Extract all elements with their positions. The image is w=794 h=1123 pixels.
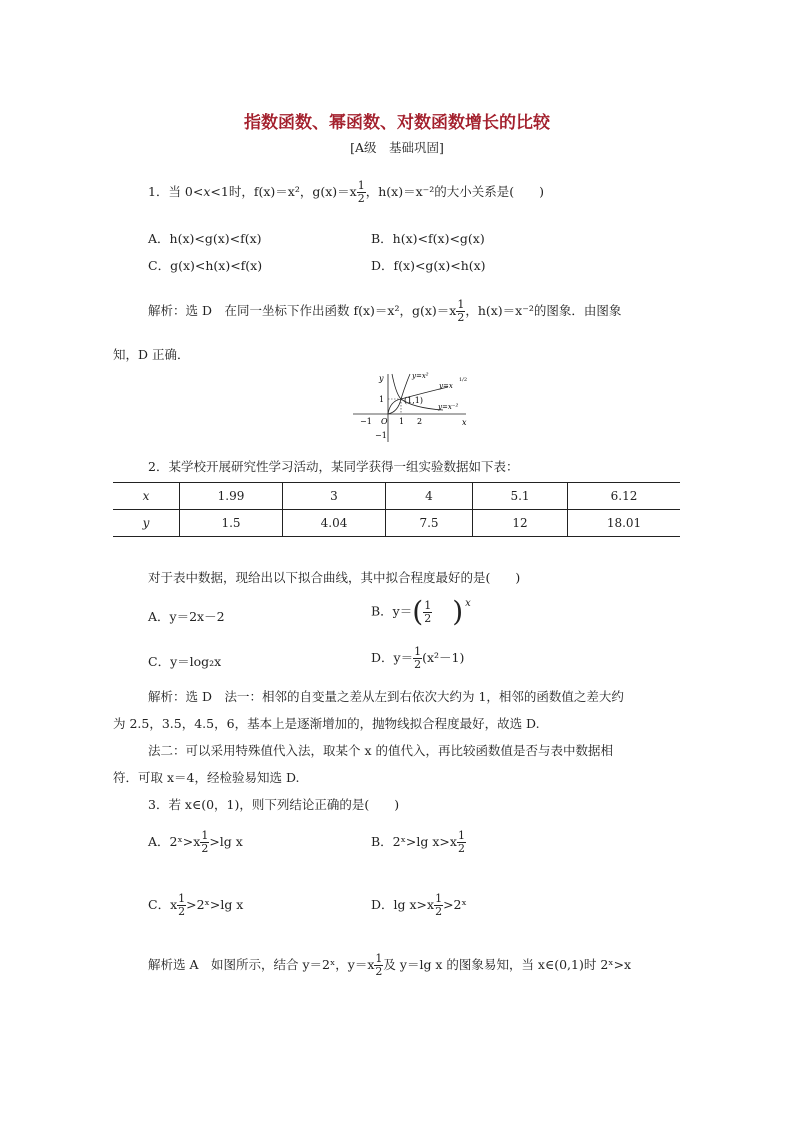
q3-option-c-suffix: >2ˣ>lg x [186, 897, 244, 912]
label-sqrt-x: y=x [439, 382, 453, 390]
page-title: 指数函数、幂函数、对数函数增长的比较 [244, 113, 550, 133]
q2-option-a: A．y＝2x－2 [148, 609, 225, 624]
table-cell: 1.5 [180, 510, 283, 537]
y-tick-neg-one: −1 [375, 431, 387, 440]
q1-option-d: D．f(x)<g(x)<h(x) [371, 258, 486, 273]
q3-option-d-prefix: D．lg x>x [371, 897, 435, 912]
q2-option-d-suffix: (x²－1) [422, 650, 465, 665]
q1-solution-line2: 知，D 正确． [113, 347, 190, 362]
q2-question: 对于表中数据，现给出以下拟合曲线，其中拟合程度最好的是( ) [148, 570, 521, 585]
q3-option-c [148, 893, 243, 918]
q1-solution-a: 解析：选 D 在同一坐标下作出函数 f(x)＝x²，g(x)＝x [148, 303, 457, 318]
q1-option-a: A．h(x)<g(x)<f(x) [148, 231, 262, 246]
q2-option-c: C．y＝log₂x [148, 654, 222, 669]
table-cell: 6.12 [568, 483, 681, 510]
data-table [113, 482, 680, 537]
q3-option-c-prefix: C．x [148, 897, 178, 912]
q2-stem: 2．某学校开展研究性学习活动，某同学获得一组实验数据如下表： [148, 459, 519, 474]
curve-x-squared [388, 374, 410, 414]
q2-option-b-exponent: x [465, 598, 471, 609]
q2-option-d-fraction: $\frac{1}{2}$ [414, 645, 422, 671]
q1-stem [148, 180, 544, 205]
table-cell: 12 [473, 510, 568, 537]
q1-stem-a: 1．当 0< [148, 184, 204, 199]
q1-stem-x: x [203, 184, 211, 199]
q3-solution [148, 953, 631, 978]
q3-stem: 3．若 x∈(0，1)，则下列结论正确的是( ) [148, 797, 400, 812]
label-x-neg-two: y=x⁻² [438, 403, 459, 411]
x-tick-two: 2 [417, 417, 423, 426]
q1-option-c: C．g(x)<h(x)<f(x) [148, 258, 263, 273]
q3-option-a [148, 830, 243, 855]
q2-solution-line2: 为 2.5，3.5，4.5，6，基本上是逐渐增加的，抛物线拟合程度最好，故选 D. [113, 716, 540, 731]
section-subtitle: [A级 基础巩固] [350, 140, 444, 155]
x-tick-one: 1 [399, 417, 405, 426]
q3-solution-prefix: 解析选 A 如图所示，结合 y＝2ˣ，y＝x [148, 957, 375, 972]
table-cell: 4 [386, 483, 473, 510]
q1-h-def: ，h(x)＝x⁻²的大小关系是( ) [365, 184, 544, 199]
q1-solution [148, 299, 621, 324]
q2-option-b [371, 595, 471, 628]
y-axis-label: y [379, 374, 384, 383]
q3-solution-exponent: $\frac{1}{2}$ [375, 952, 383, 978]
table-cell: x [113, 483, 180, 510]
q2-option-b-fraction: $\frac{1}{2}$ [424, 598, 432, 625]
q3-option-b-exponent: $\frac{1}{2}$ [457, 829, 465, 855]
function-graph [348, 368, 473, 446]
origin-label: O [381, 417, 388, 426]
table-cell: 3 [283, 483, 386, 510]
table-row [113, 483, 680, 510]
q3-option-a-suffix: >lg x [209, 834, 243, 849]
q3-option-d-exponent: $\frac{1}{2}$ [435, 892, 443, 918]
q3-option-b [371, 830, 466, 855]
q3-option-a-exponent: $\frac{1}{2}$ [201, 829, 209, 855]
q3-solution-suffix: 及 y＝lg x 的图象易知，当 x∈(0,1)时 2ˣ>x [383, 957, 632, 972]
q3-option-d [371, 893, 467, 918]
q1-stem-b: <1时， [210, 184, 254, 199]
q2-option-b-prefix: B．y＝ [371, 603, 413, 619]
x-tick-neg-one: −1 [360, 417, 372, 426]
q3-option-d-suffix: >2ˣ [443, 897, 467, 912]
q1-g-exponent: $\frac{1}{2}$ [357, 179, 365, 205]
table-row [113, 510, 680, 537]
q1-f-def: f(x)＝x²， [253, 184, 313, 199]
y-tick-one: 1 [379, 395, 385, 404]
q3-option-a-prefix: A．2ˣ>x [148, 834, 201, 849]
q2-solution-line1: 解析：选 D 法一：相邻的自变量之差从左到右依次大约为 1，相邻的函数值之差大约 [148, 689, 624, 704]
q1-option-b: B．h(x)<f(x)<g(x) [371, 231, 485, 246]
table-cell: 18.01 [568, 510, 681, 537]
x-axis-label: x [462, 418, 467, 427]
q1-g-def: g(x)＝x [312, 184, 357, 199]
table-cell: 1.99 [180, 483, 283, 510]
right-paren: ) [452, 595, 464, 628]
q2-option-d [371, 646, 464, 671]
q2-option-d-prefix: D．y＝ [371, 650, 414, 665]
table-cell: y [113, 510, 180, 537]
q2-solution-line4: 符．可取 x＝4，经检验易知选 D. [113, 770, 300, 785]
q3-option-c-exponent: $\frac{1}{2}$ [178, 892, 186, 918]
q2-solution-line3: 法二：可以采用特殊值代入法，取某个 x 的值代入，再比较函数值是否与表中数据相 [148, 743, 613, 758]
q3-option-b-text: B．2ˣ>lg x>x [371, 834, 457, 849]
q1-solution-b: ，h(x)＝x⁻²的图象．由图象 [465, 303, 622, 318]
table-cell: 4.04 [283, 510, 386, 537]
left-paren: ( [412, 595, 424, 628]
label-sqrt-x-exponent: 1/2 [459, 377, 468, 383]
intersection-label: (1,1) [404, 396, 423, 405]
table-cell: 5.1 [473, 483, 568, 510]
label-x-squared: y=x² [412, 372, 429, 380]
table-cell: 7.5 [386, 510, 473, 537]
q1-solution-exponent: $\frac{1}{2}$ [457, 298, 465, 324]
